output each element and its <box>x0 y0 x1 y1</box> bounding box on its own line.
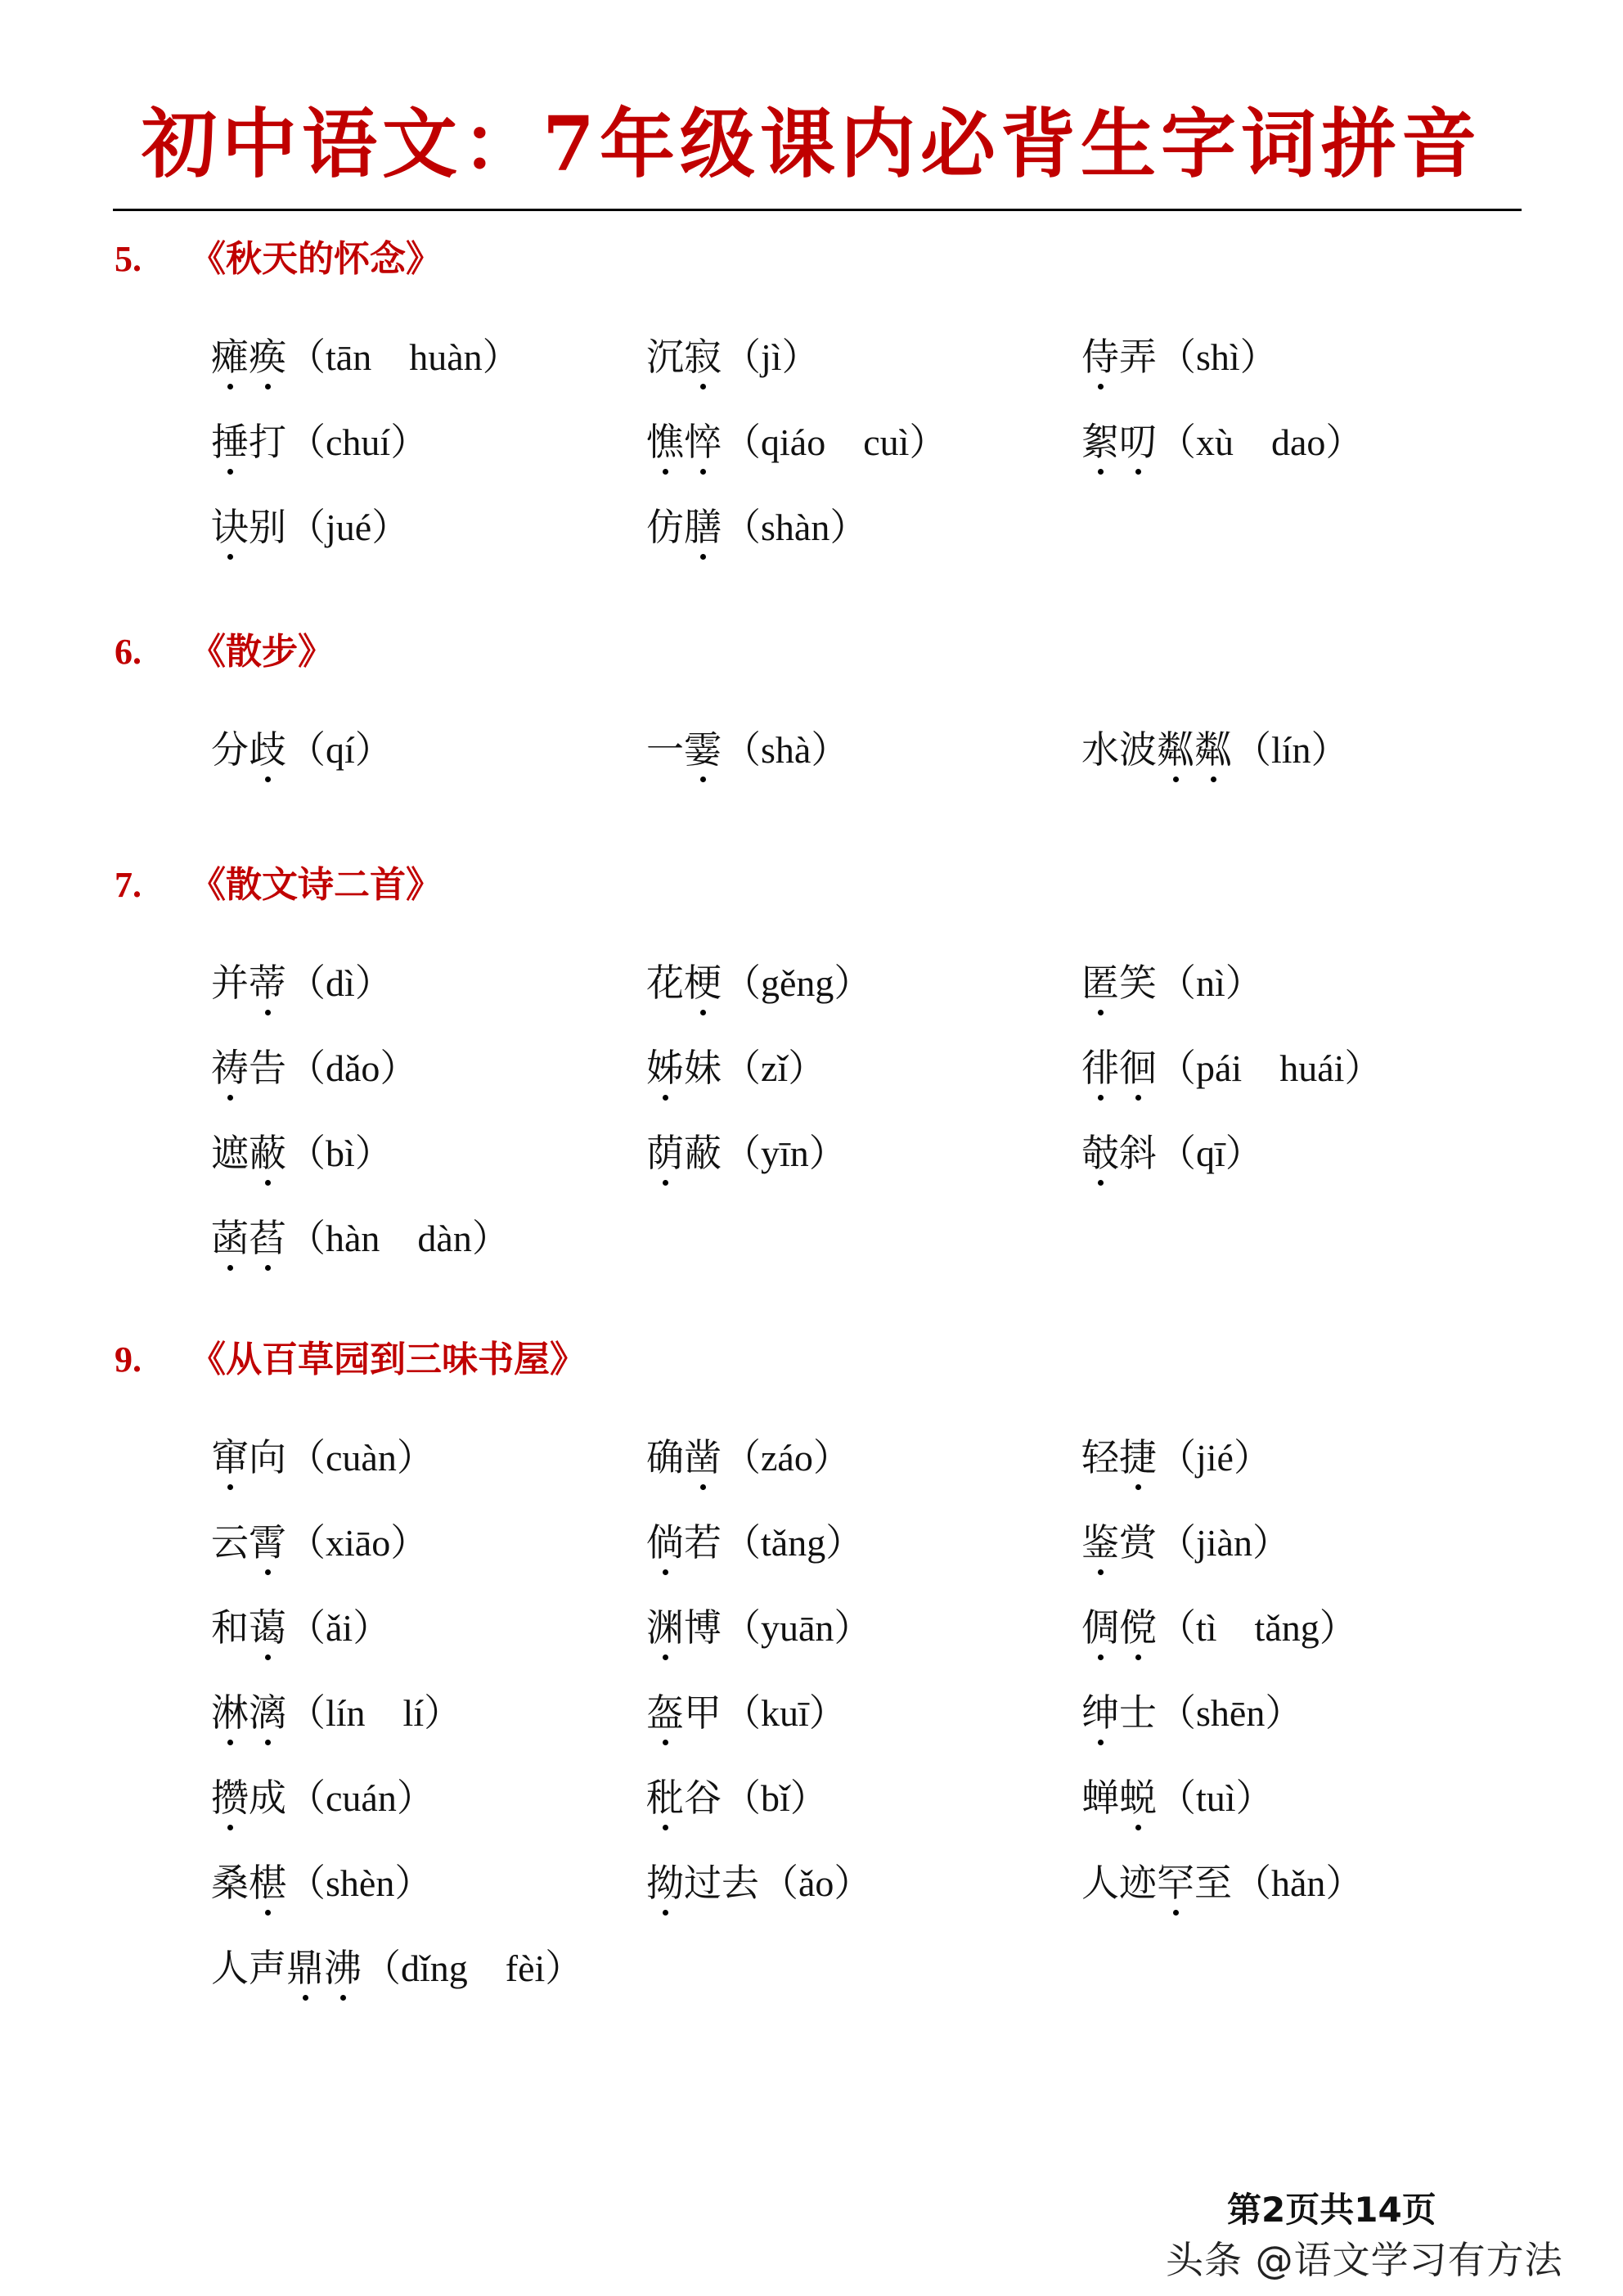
emphasized-char: 菡 <box>211 1218 249 1259</box>
pinyin: （bǐ） <box>723 1777 828 1819</box>
char: 过 <box>684 1862 722 1904</box>
section-heading <box>115 229 1522 281</box>
vocab-word <box>646 1777 722 1819</box>
emphasized-char: 蔼 <box>249 1607 286 1649</box>
section-heading <box>115 622 1522 674</box>
vocab-word <box>646 1524 722 1562</box>
emphasized-char: 徘 <box>1081 1047 1119 1089</box>
emphasized-char: 霎 <box>684 729 722 771</box>
emphasized-char: 漓 <box>249 1692 286 1734</box>
emphasized-char: 侍 <box>1081 336 1119 378</box>
emphasized-char: 捷 <box>1119 1437 1157 1479</box>
vocab-word <box>211 1524 286 1562</box>
emphasized-char: 粼 <box>1194 729 1232 771</box>
vocab-item <box>211 962 646 1050</box>
char: 笑 <box>1119 962 1157 1004</box>
pinyin: （qiáo cuì） <box>723 421 947 463</box>
emphasized-char: 盔 <box>646 1692 684 1734</box>
vocab-word <box>211 1439 286 1477</box>
vocab-item <box>211 1132 646 1220</box>
vocab-item <box>646 1609 1081 1695</box>
vocab-item <box>1081 1132 1517 1220</box>
vocab-word <box>1081 962 1157 1004</box>
char: 人 <box>211 1947 249 1989</box>
vocab-item <box>1081 1439 1517 1524</box>
watermark: 头条 @语文学习有方法 <box>1166 2238 1563 2282</box>
vocab-item <box>211 1439 646 1524</box>
vocab-item <box>211 1692 646 1780</box>
pinyin: （hàn dàn） <box>288 1218 510 1259</box>
pinyin: （jiàn） <box>1158 1522 1290 1564</box>
vocab-item <box>1081 1524 1517 1609</box>
vocab-item <box>211 1047 646 1135</box>
vocab-item <box>646 1439 1081 1524</box>
pinyin: （kuī） <box>723 1692 847 1734</box>
vocab-item <box>1081 1692 1517 1780</box>
vocab-word <box>646 506 722 548</box>
emphasized-char: 凿 <box>684 1437 722 1479</box>
emphasized-char: 歧 <box>249 729 286 771</box>
char: 妹 <box>684 1047 722 1089</box>
char: 别 <box>249 506 286 548</box>
vocab-word <box>1081 336 1157 378</box>
pinyin: （yuān） <box>723 1607 872 1649</box>
pinyin: （pái huái） <box>1158 1047 1382 1089</box>
vocab-word <box>646 1609 722 1647</box>
vocab-word <box>1081 1609 1157 1647</box>
vocab-item <box>646 506 1081 594</box>
vocab-word <box>1081 1692 1157 1734</box>
char: 甲 <box>684 1692 722 1734</box>
section-number: 6. <box>115 632 142 672</box>
pinyin: （tǎng） <box>723 1522 864 1564</box>
char: 水 <box>1081 729 1119 771</box>
vocab-item <box>1081 962 1517 1050</box>
vocab-word <box>211 1132 286 1174</box>
vocab-item <box>211 336 646 424</box>
vocab-word <box>646 1439 722 1477</box>
emphasized-char: 攒 <box>211 1777 249 1819</box>
pinyin: （tān huàn） <box>288 336 520 378</box>
vocab-item <box>646 729 1081 817</box>
pinyin: （shàn） <box>723 506 868 548</box>
pinyin: （xù dao） <box>1158 421 1364 463</box>
section-heading <box>115 1330 1522 1382</box>
section <box>115 855 1522 1259</box>
vocab-item <box>211 1947 646 2035</box>
emphasized-char: 椹 <box>249 1862 286 1904</box>
pinyin: （yīn） <box>723 1132 847 1174</box>
pinyin: （bì） <box>288 1132 393 1174</box>
title-divider <box>113 209 1522 211</box>
char: 迹 <box>1119 1862 1157 1904</box>
pinyin: （zǐ） <box>723 1047 826 1089</box>
pinyin: （jì） <box>723 336 820 378</box>
vocab-item <box>211 1862 646 1950</box>
char: 弄 <box>1119 336 1157 378</box>
emphasized-char: 萏 <box>249 1218 286 1259</box>
char: 桑 <box>211 1862 249 1904</box>
pinyin: （xiāo） <box>288 1522 429 1564</box>
char: 告 <box>249 1047 286 1089</box>
vocab-word <box>1081 1439 1157 1477</box>
pinyin: （shà） <box>723 729 849 771</box>
vocab-item <box>646 962 1081 1050</box>
char: 赏 <box>1119 1522 1157 1564</box>
vocab-item <box>646 1132 1081 1220</box>
pinyin: （záo） <box>723 1437 851 1479</box>
vocab-word <box>1081 729 1232 771</box>
emphasized-char: 攲 <box>1081 1132 1119 1174</box>
char: 声 <box>249 1947 286 1989</box>
vocab-word <box>211 1947 362 1989</box>
vocab-word <box>1081 421 1157 463</box>
char: 确 <box>646 1437 684 1479</box>
vocab-word <box>646 421 722 463</box>
pinyin: （jié） <box>1158 1437 1271 1479</box>
emphasized-char: 倜 <box>1081 1607 1119 1649</box>
char: 谷 <box>684 1777 722 1819</box>
vocab-item <box>646 1047 1081 1135</box>
page-number: 第2页共14页 <box>1227 2190 1436 2230</box>
pinyin: （cuàn） <box>288 1437 434 1479</box>
emphasized-char: 霄 <box>249 1522 286 1564</box>
vocab-item <box>646 1692 1081 1780</box>
vocab-item <box>646 1862 1081 1950</box>
emphasized-char: 寂 <box>684 336 722 378</box>
vocab-word <box>211 1609 286 1647</box>
pinyin: （cuán） <box>288 1777 434 1819</box>
vocab-item <box>1081 336 1517 424</box>
char: 至 <box>1194 1862 1232 1904</box>
vocab-word <box>646 729 722 771</box>
char: 去 <box>722 1862 759 1904</box>
emphasized-char: 憔 <box>646 421 684 463</box>
vocab-word <box>1081 1524 1157 1562</box>
section-number: 9. <box>115 1339 142 1380</box>
char: 斜 <box>1119 1132 1157 1174</box>
pinyin: （chuí） <box>288 421 429 463</box>
char: 遮 <box>211 1132 249 1174</box>
char: 并 <box>211 962 249 1004</box>
pinyin: （ǎo） <box>761 1862 872 1904</box>
emphasized-char: 蜕 <box>1119 1777 1157 1819</box>
emphasized-char: 捶 <box>211 421 249 463</box>
char: 人 <box>1081 1862 1119 1904</box>
emphasized-char: 蔽 <box>249 1132 286 1174</box>
vocab-word <box>646 1132 722 1174</box>
emphasized-char: 瘫 <box>211 336 249 378</box>
vocab-word <box>211 962 286 1004</box>
vocab-word <box>646 1862 759 1904</box>
char: 云 <box>211 1522 249 1564</box>
char: 打 <box>249 421 286 463</box>
pinyin: （gěng） <box>723 962 872 1004</box>
emphasized-char: 秕 <box>646 1777 684 1819</box>
vocab-item <box>646 1777 1081 1865</box>
vocab-word <box>211 729 286 771</box>
pinyin: （tuì） <box>1158 1777 1274 1819</box>
emphasized-char: 绅 <box>1081 1692 1119 1734</box>
pinyin: （qí） <box>288 729 393 771</box>
emphasized-char: 徊 <box>1119 1047 1157 1089</box>
pinyin: （dì） <box>288 962 393 1004</box>
char: 士 <box>1119 1692 1157 1734</box>
vocab-word <box>1081 1132 1157 1174</box>
vocab-item <box>1081 729 1517 817</box>
vocab-word <box>211 1220 286 1258</box>
char: 波 <box>1119 729 1157 771</box>
vocab-word <box>211 1047 286 1089</box>
emphasized-char: 拗 <box>646 1862 684 1904</box>
pinyin: （shèn） <box>288 1862 433 1904</box>
pinyin: （hǎn） <box>1234 1862 1364 1904</box>
emphasized-char: 倘 <box>646 1522 684 1564</box>
emphasized-char: 淋 <box>211 1692 249 1734</box>
vocab-word <box>1081 1047 1157 1089</box>
section-number: 5. <box>115 239 142 279</box>
emphasized-char: 膳 <box>684 506 722 548</box>
emphasized-char: 姊 <box>646 1047 684 1089</box>
vocab-item <box>211 1524 646 1609</box>
vocab-item <box>1081 1862 1517 1950</box>
emphasized-char: 匿 <box>1081 962 1119 1004</box>
emphasized-char: 祷 <box>211 1047 249 1089</box>
vocab-item <box>646 336 1081 424</box>
vocab-item <box>1081 421 1517 509</box>
section-title: 《散文诗二首》 <box>190 865 442 905</box>
vocab-word <box>211 1692 286 1734</box>
vocab-item <box>211 1220 646 1305</box>
emphasized-char: 梗 <box>684 962 722 1004</box>
pinyin: （shēn） <box>1158 1692 1303 1734</box>
section-title: 《秋天的怀念》 <box>190 239 442 279</box>
word-grid <box>211 336 1517 594</box>
emphasized-char: 渊 <box>646 1607 684 1649</box>
char: 花 <box>646 962 684 1004</box>
word-grid <box>211 962 1517 1305</box>
emphasized-char: 蒂 <box>249 962 286 1004</box>
section-number: 7. <box>115 865 142 905</box>
section <box>115 1330 1522 1989</box>
emphasized-char: 沸 <box>324 1947 362 1989</box>
pinyin: （shì） <box>1158 336 1278 378</box>
char: 向 <box>249 1437 286 1479</box>
emphasized-char: 痪 <box>249 336 286 378</box>
page-title: 初中语文：7年级课内必背生字词拼音 <box>141 100 1481 188</box>
section <box>115 229 1522 548</box>
vocab-item <box>646 1524 1081 1609</box>
vocab-item <box>211 1777 646 1865</box>
char: 分 <box>211 729 249 771</box>
vocab-word <box>646 336 722 378</box>
pinyin: （lín lí） <box>288 1692 462 1734</box>
emphasized-char: 粼 <box>1157 729 1194 771</box>
emphasized-char: 诀 <box>211 506 249 548</box>
section-title: 《从百草园到三味书屋》 <box>190 1339 586 1380</box>
emphasized-char: 鼎 <box>286 1947 324 1989</box>
vocab-item <box>1081 1609 1517 1695</box>
vocab-item <box>646 421 1081 509</box>
pinyin: （ǎi） <box>288 1607 391 1649</box>
vocab-word <box>211 336 286 378</box>
emphasized-char: 絮 <box>1081 421 1119 463</box>
emphasized-char: 叨 <box>1119 421 1157 463</box>
emphasized-char: 鉴 <box>1081 1522 1119 1564</box>
vocab-word <box>1081 1777 1157 1819</box>
emphasized-char: 悴 <box>684 421 722 463</box>
char: 仿 <box>646 506 684 548</box>
char: 博 <box>684 1607 722 1649</box>
vocab-word <box>646 1047 722 1089</box>
emphasized-char: 罕 <box>1157 1862 1194 1904</box>
emphasized-char: 窜 <box>211 1437 249 1479</box>
vocab-word <box>211 421 286 463</box>
vocab-item <box>211 506 646 594</box>
char: 蔽 <box>684 1132 722 1174</box>
pinyin: （dǎo） <box>288 1047 418 1089</box>
word-grid <box>211 729 1517 817</box>
pinyin: （lín） <box>1234 729 1349 771</box>
emphasized-char: 傥 <box>1119 1607 1157 1649</box>
pinyin: （nì） <box>1158 962 1263 1004</box>
vocab-word <box>646 962 722 1004</box>
vocab-word <box>646 1692 722 1734</box>
vocab-item <box>211 729 646 817</box>
char: 成 <box>249 1777 286 1819</box>
pinyin: （jué） <box>288 506 410 548</box>
pinyin: （tì tǎng） <box>1158 1607 1357 1649</box>
vocab-item <box>1081 1047 1517 1135</box>
emphasized-char: 荫 <box>646 1132 684 1174</box>
char: 一 <box>646 729 684 771</box>
vocab-word <box>211 1777 286 1819</box>
vocab-item <box>211 421 646 509</box>
vocab-word <box>211 506 286 548</box>
pinyin: （dǐng fèi） <box>363 1947 583 1989</box>
vocab-word <box>1081 1862 1232 1904</box>
word-grid <box>211 1439 1517 2035</box>
vocab-item <box>211 1609 646 1695</box>
section <box>115 622 1522 771</box>
char: 沉 <box>646 336 684 378</box>
section-title: 《散步》 <box>190 632 334 672</box>
char: 轻 <box>1081 1437 1119 1479</box>
section-heading <box>115 855 1522 907</box>
vocab-word <box>211 1862 286 1904</box>
char: 若 <box>684 1522 722 1564</box>
vocab-item <box>1081 1777 1517 1865</box>
char: 和 <box>211 1607 249 1649</box>
char: 蝉 <box>1081 1777 1119 1819</box>
pinyin: （qī） <box>1158 1132 1263 1174</box>
